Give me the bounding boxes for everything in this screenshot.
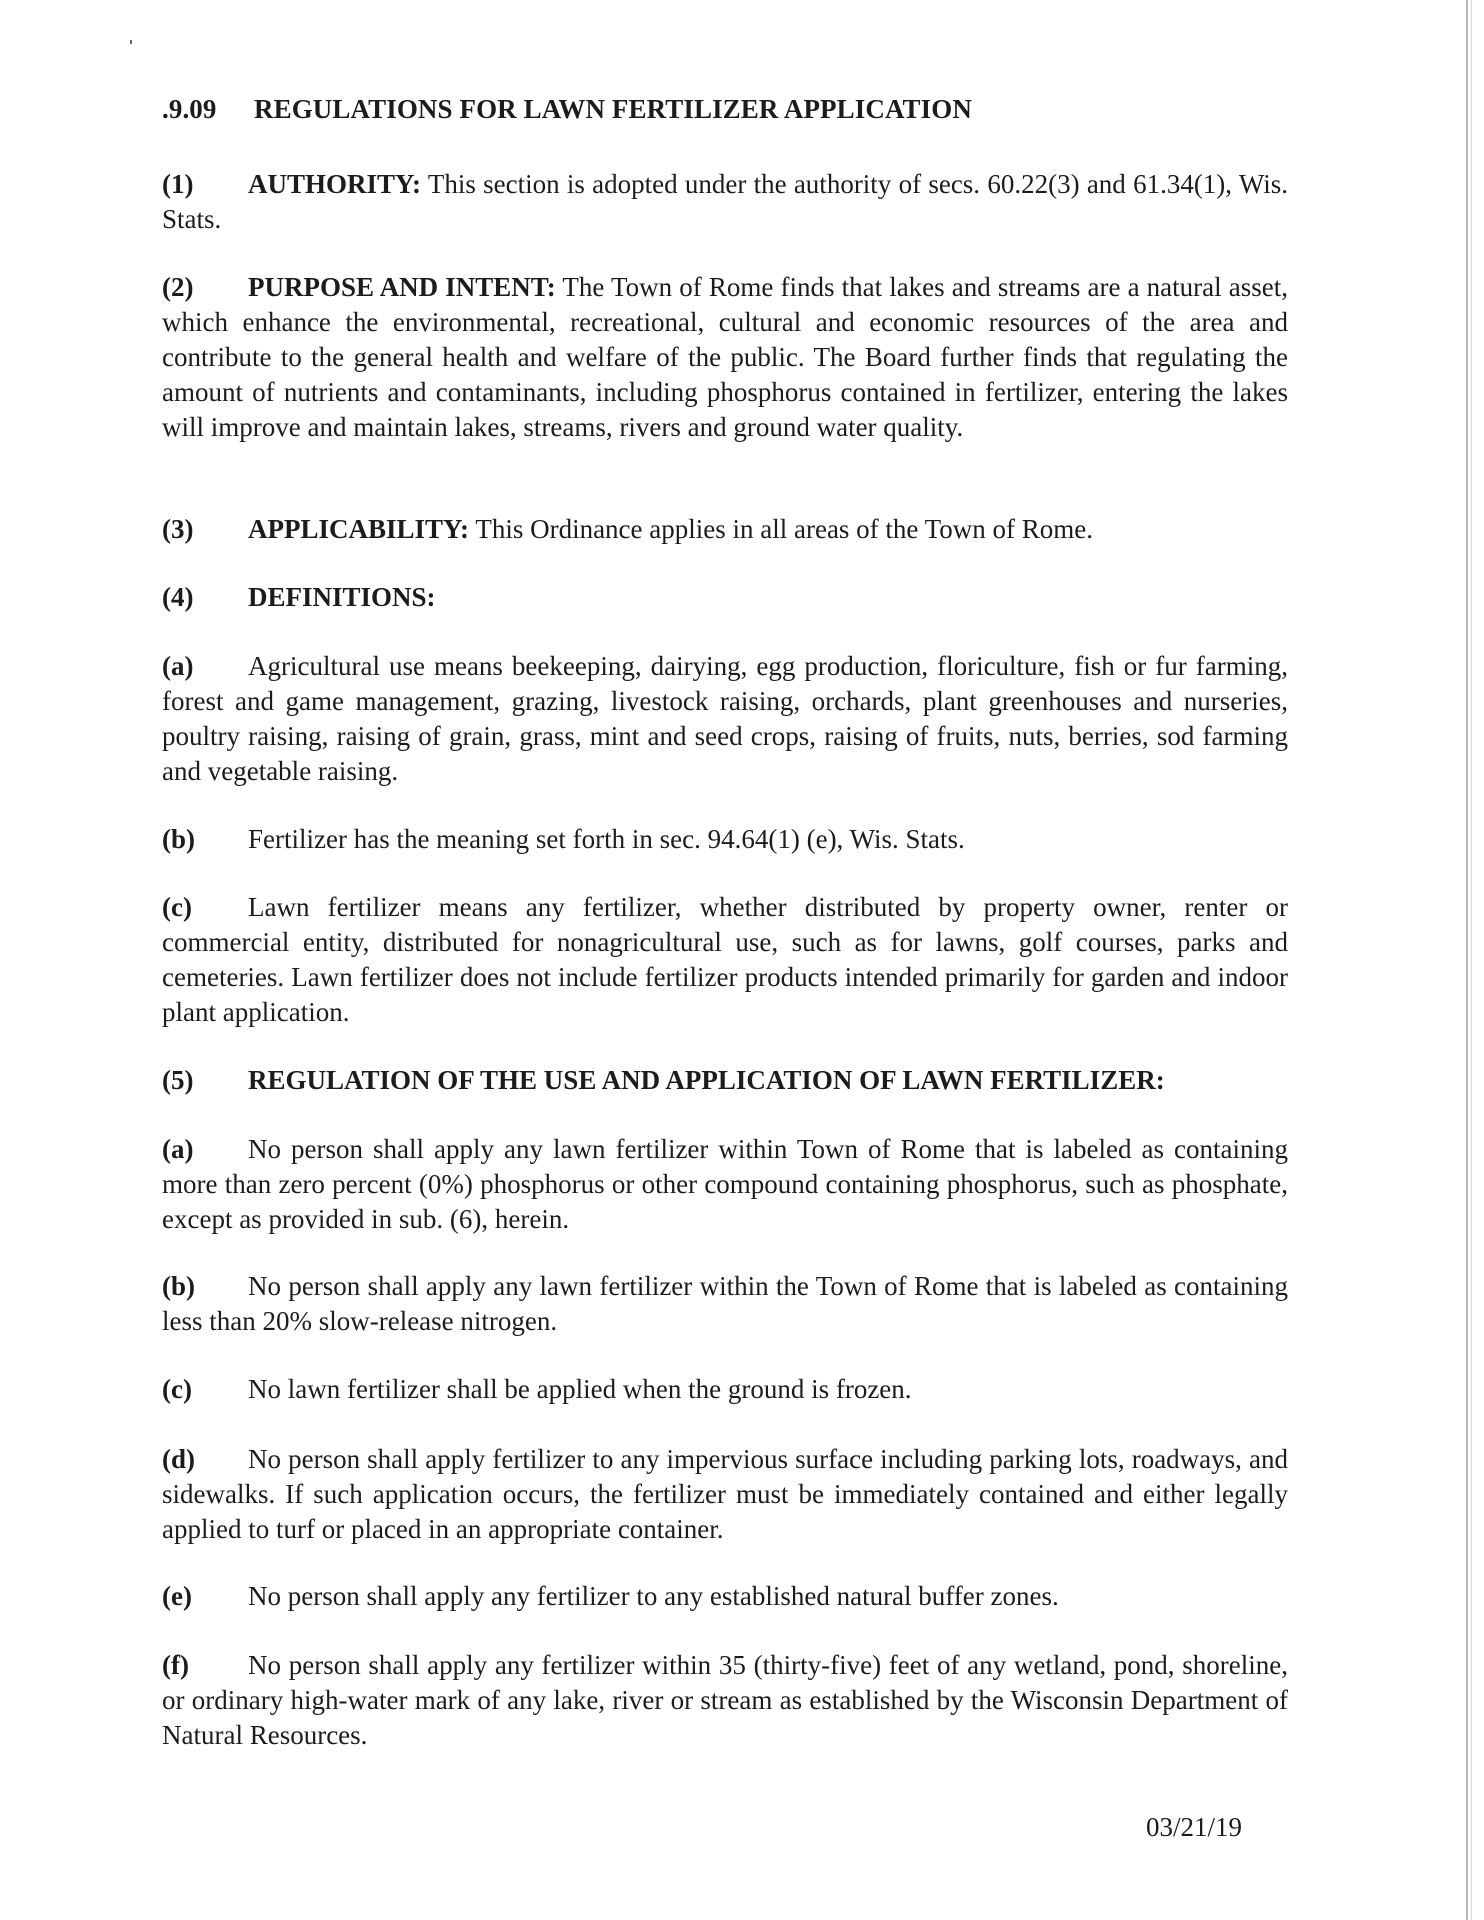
paragraph-marker: (1)	[162, 169, 194, 199]
paragraph-text: Lawn fertilizer means any fertilizer, whether distributed by property owner, renter or commercial entity, distributed for nonagricultural use, such as for lawns, golf courses, parks and cemeteries. Lawn fertilizer does not include fertilizer products intended primarily for garden and indoor plant application.	[162, 892, 1288, 1027]
regulation-buffer-zones	[162, 1579, 1288, 1614]
paragraph-marker: (f)	[162, 1650, 189, 1680]
paragraph-marker: (e)	[162, 1581, 192, 1611]
paragraph-text: Agricultural use means beekeeping, dairying, egg production, floriculture, fish or fur farming, forest and game management, grazing, livestock raising, orchards, plant greenhouses and nurseries, poultry raising, raising of grain, grass, mint and seed crops, raising of fruits, nuts, berries, sod farming and vegetable raising.	[162, 651, 1288, 786]
regulation-frozen-ground	[162, 1372, 1288, 1407]
definition-fertilizer	[162, 822, 1288, 857]
paragraph-marker: (b)	[162, 1271, 195, 1301]
paragraph-purpose	[162, 270, 1288, 445]
paragraph-marker: (a)	[162, 651, 194, 681]
paragraph-regulation	[162, 1063, 1288, 1098]
paragraph-text: No person shall apply any fertilizer within 35 (thirty-five) feet of any wetland, pond, shoreline, or ordinary high-water mark of any lake, river or stream as established by the Wisconsin Department of Natural Resources.	[162, 1650, 1288, 1750]
regulation-impervious-surface	[162, 1442, 1288, 1547]
paragraph-authority	[162, 167, 1288, 237]
paragraph-marker: (c)	[162, 892, 192, 922]
paragraph-text: Fertilizer has the meaning set forth in sec. 94.64(1) (e), Wis. Stats.	[248, 824, 965, 854]
paragraph-marker: (4)	[162, 582, 194, 612]
definition-agricultural-use	[162, 649, 1288, 789]
paragraph-text: No person shall apply any lawn fertilizer within Town of Rome that is labeled as containing more than zero percent (0%) phosphorus or other compound containing phosphorus, such as phosphate, except as provided in sub. (6), herein.	[162, 1134, 1288, 1234]
paragraph-text: This section is adopted under the authority of secs. 60.22(3) and 61.34(1), Wis. Stats.	[162, 169, 1288, 234]
paragraph-heading: REGULATION OF THE USE AND APPLICATION OF LAWN FERTILIZER:	[248, 1065, 1165, 1095]
section-title: REGULATIONS FOR LAWN FERTILIZER APPLICATION	[254, 94, 972, 124]
page-edge-line	[1471, 0, 1472, 1920]
section-heading	[162, 94, 972, 125]
regulation-nitrogen	[162, 1269, 1288, 1339]
scan-mark	[130, 40, 132, 44]
paragraph-text: This Ordinance applies in all areas of the Town of Rome.	[469, 514, 1094, 544]
section-number: .9.09	[162, 94, 217, 124]
paragraph-marker: (d)	[162, 1444, 195, 1474]
paragraph-marker: (3)	[162, 514, 194, 544]
paragraph-text: No person shall apply any lawn fertilizer within the Town of Rome that is labeled as containing less than 20% slow-release nitrogen.	[162, 1271, 1288, 1336]
paragraph-applicability	[162, 512, 1288, 547]
paragraph-text: No person shall apply any fertilizer to any established natural buffer zones.	[248, 1581, 1059, 1611]
paragraph-text: The Town of Rome finds that lakes and streams are a natural asset, which enhance the environmental, recreational, cultural and economic resources of the area and contribute to the general health and welfare of the public. The Board further finds that regulating the amount of nutrients and contaminants, including phosphorus contained in fertilizer, entering the lakes will improve and maintain lakes, streams, rivers and ground water quality.	[162, 272, 1288, 442]
regulation-wetland-setback	[162, 1648, 1288, 1753]
paragraph-marker: (b)	[162, 824, 195, 854]
footer-date: 03/21/19	[1146, 1812, 1243, 1842]
paragraph-marker: (a)	[162, 1134, 194, 1164]
paragraph-text: No lawn fertilizer shall be applied when the ground is frozen.	[248, 1374, 912, 1404]
paragraph-marker: (c)	[162, 1374, 192, 1404]
regulation-phosphorus	[162, 1132, 1288, 1237]
paragraph-definitions	[162, 580, 1288, 615]
definition-lawn-fertilizer	[162, 890, 1288, 1030]
paragraph-text: No person shall apply fertilizer to any impervious surface including parking lots, roadways, and sidewalks. If such application occurs, the fertilizer must be immediately contained and either legally applied to turf or placed in an appropriate container.	[162, 1444, 1288, 1544]
paragraph-heading: DEFINITIONS:	[248, 582, 436, 612]
paragraph-heading: AUTHORITY:	[248, 169, 422, 199]
paragraph-marker: (2)	[162, 272, 194, 302]
paragraph-heading: APPLICABILITY:	[248, 514, 470, 544]
paragraph-marker: (5)	[162, 1065, 194, 1095]
paragraph-heading: PURPOSE AND INTENT:	[248, 272, 556, 302]
page-edge-shadow	[1466, 0, 1468, 1920]
